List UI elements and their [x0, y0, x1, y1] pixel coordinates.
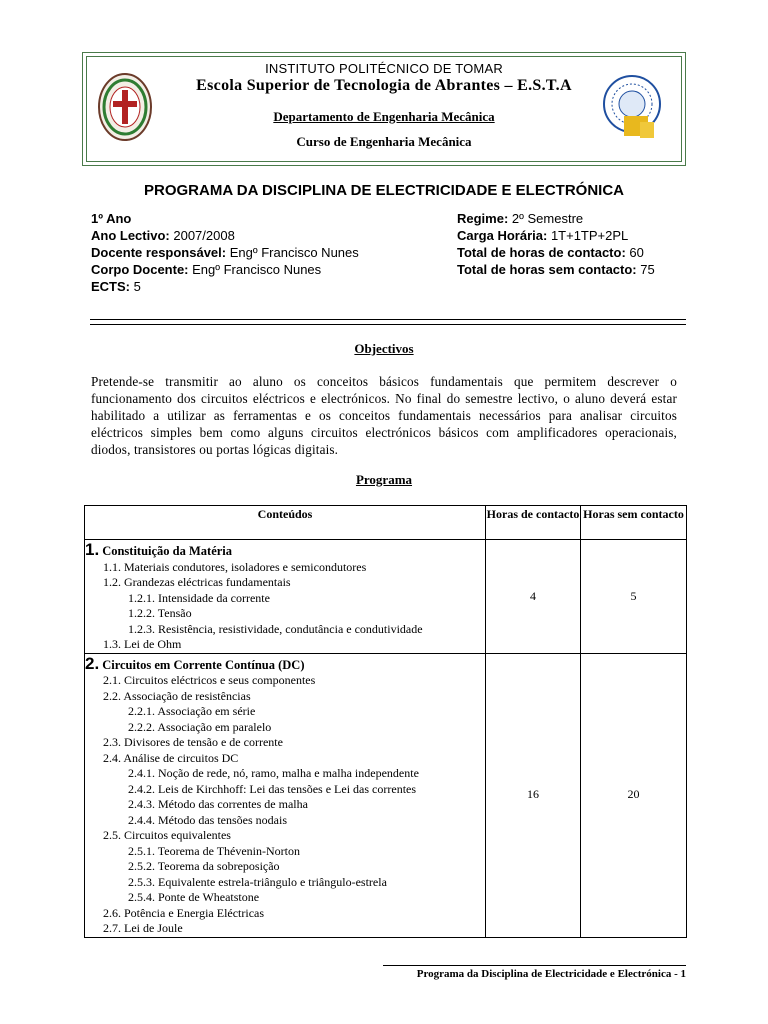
list-item: 2.4.1. Noção de rede, nó, ramo, malha e malha independente: [128, 766, 419, 780]
course-name: Curso de Engenharia Mecânica: [296, 134, 472, 149]
info-contact-hours: Total de horas de contacto: 60: [457, 245, 644, 260]
col-header-non-contact-hours: Horas sem contacto: [581, 506, 687, 540]
list-item: 1.1. Materiais condutores, isoladores e semicondutores: [103, 559, 367, 574]
list-item: 2.5.3. Equivalente estrela-triângulo e triângulo-estrela: [128, 874, 387, 889]
document-title: PROGRAMA DA DISCIPLINA DE ELECTRICIDADE E ELECTRÓNICA: [143, 182, 624, 199]
objectives-heading: Objectivos: [354, 341, 414, 356]
list-item: 1.2.1. Intensidade da corrente: [128, 590, 270, 605]
list-item: 2.2. Associação de resistências: [103, 688, 251, 703]
list-item: 2.4.2. Leis de Kirchhoff: Lei das tensões e Lei das correntes: [128, 781, 417, 796]
list-item: 2.2.2. Associação em paralelo: [128, 719, 272, 734]
list-item: 2.2.1. Associação em série: [128, 704, 256, 718]
list-item: 2.4.3. Método das correntes de malha: [128, 797, 308, 811]
section-title: [85, 542, 485, 560]
section-title-text: Constituição da Matéria: [102, 544, 233, 558]
list-item: 2.3. Divisores de tensão e de corrente: [103, 735, 283, 749]
section-contents: [85, 540, 486, 654]
list-item: 1.2.2. Tensão: [128, 606, 192, 620]
info-academic-year: Ano Lectivo: 2007/2008: [91, 228, 235, 243]
info-lead-teacher: Docente responsável: Engº Francisco Nunes: [91, 245, 359, 260]
programa-table: [84, 505, 687, 938]
info-ects: ECTS: 5: [91, 279, 141, 294]
objectives-text: Pretende-se transmitir ao aluno os conceitos básicos fundamentais que permitem descrever o funcionamento dos circuitos eléctricos e electrónicos. No final do semestre lectivo, o aluno deverá estar habilitado a utilizar as ferramentas e os conceitos fundamentais necessários para analisar circuitos eléctricos simples bem como alguns circuitos electrónicos básicos com amplificadores operacionais, diodos, transistores ou portas lógicas digitais.: [91, 374, 677, 457]
school-name: Escola Superior de Tecnologia de Abrantes – E.S.T.A: [196, 77, 572, 94]
non-contact-hours-cell: 5: [581, 540, 687, 654]
page-footer: Programa da Disciplina de Electricidade e Electrónica - 1: [383, 965, 686, 980]
list-item: 1.3. Lei de Ohm: [103, 637, 182, 651]
list-item: 2.5.2. Teorema da sobreposição: [128, 859, 280, 873]
list-item: 2.4. Análise de circuitos DC: [103, 750, 239, 765]
list-item: 2.7. Lei de Joule: [103, 921, 183, 935]
list-item: 1.2. Grandezas eléctricas fundamentais: [103, 575, 291, 589]
col-header-contents: Conteúdos: [85, 506, 486, 540]
list-item: 2.5.4. Ponte de Wheatstone: [128, 890, 260, 904]
section-title-text: Circuitos em Corrente Contínua (DC): [102, 657, 305, 672]
divider-bottom: [90, 324, 686, 325]
info-workload: Carga Horária: 1T+1TP+2PL: [457, 228, 629, 243]
info-right: [457, 210, 655, 278]
department-name: Departamento de Engenharia Mecânica: [273, 109, 495, 124]
list-item: 2.1. Circuitos eléctricos e seus componentes: [103, 673, 316, 687]
table-row: [85, 540, 687, 654]
table-row: [85, 653, 687, 937]
info-non-contact-hours: Total de horas sem contacto: 75: [457, 262, 655, 277]
list-item: 2.6. Potência e Energia Eléctricas: [103, 905, 265, 920]
info-regime: Regime: 2º Semestre: [457, 211, 584, 226]
list-item: 2.5.1. Teorema de Thévenin-Norton: [128, 843, 301, 858]
contact-hours-cell: 4: [486, 540, 581, 654]
section-number: 2.: [85, 653, 100, 673]
divider-top: [90, 319, 686, 320]
section-contents: [85, 653, 486, 937]
contact-hours-cell: 16: [486, 653, 581, 937]
non-contact-hours-cell: 20: [581, 653, 687, 937]
info-teaching-staff: Corpo Docente: Engº Francisco Nunes: [91, 262, 322, 277]
col-header-contact-hours: Horas de contacto: [486, 506, 581, 540]
section-title: [85, 653, 485, 674]
list-item: 1.2.3. Resistência, resistividade, condutância e condutividade: [128, 621, 423, 636]
section-number: 1.: [85, 540, 100, 559]
institute-name: INSTITUTO POLITÉCNICO DE TOMAR: [265, 61, 503, 76]
info-year: 1º Ano: [91, 211, 132, 226]
programa-heading: Programa: [355, 472, 413, 487]
info-left: [91, 210, 359, 295]
list-item: 2.5. Circuitos equivalentes: [103, 828, 231, 842]
list-item: 2.4.4. Método das tensões nodais: [128, 812, 287, 827]
